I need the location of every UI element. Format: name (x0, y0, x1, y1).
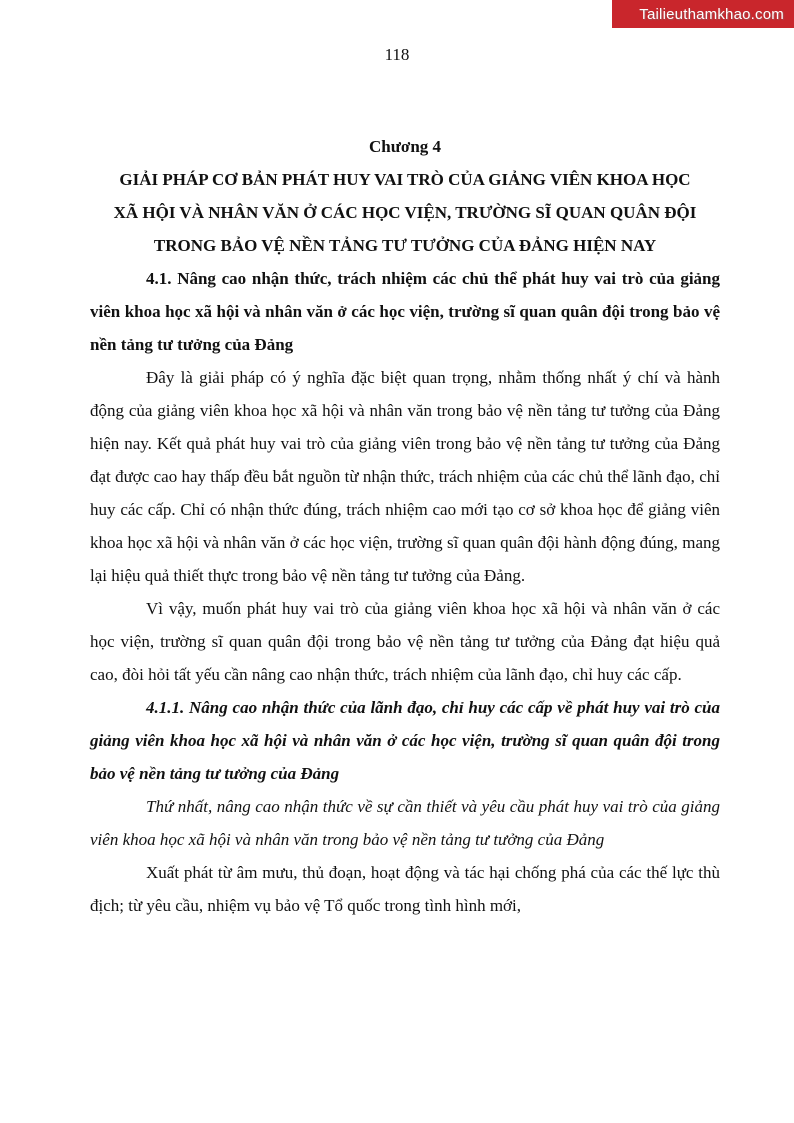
chapter-label: Chương 4 (368, 137, 442, 156)
watermark-text: Tailieuthamkhao.com (639, 5, 784, 23)
section-heading-4-1-1: 4.1.1. Nâng cao nhận thức của lãnh đạo, chỉ huy các cấp về phát huy vai trò của giảng viên khoa học xã hội và nhân văn ở các học viện, trường sĩ quan quân đội trong bảo vệ nền tảng tư tưởng của Đảng (90, 698, 720, 783)
chapter-title-line-3: TRONG BẢO VỆ NỀN TẢNG TƯ TƯỞNG CỦA ĐẢNG HIỆN NAY (153, 236, 657, 255)
paragraph-4: Xuất phát từ âm mưu, thủ đoạn, hoạt động và tác hại chống phá của các thế lực thù địch; từ yêu cầu, nhiệm vụ bảo vệ Tổ quốc trong tình hình mới, (90, 863, 720, 915)
chapter-title-line-2: XÃ HỘI VÀ NHÂN VĂN Ở CÁC HỌC VIỆN, TRƯỜNG SĨ QUAN QUÂN ĐỘI (113, 203, 697, 222)
section-heading-4-1: 4.1. Nâng cao nhận thức, trách nhiệm các chủ thể phát huy vai trò của giảng viên khoa học xã hội và nhân văn ở các học viện, trường sĩ quan quân đội trong bảo vệ nền tảng tư tưởng của Đảng (90, 269, 720, 354)
page-content (90, 130, 720, 922)
chapter-title-line-1: GIẢI PHÁP CƠ BẢN PHÁT HUY VAI TRÒ CỦA GIẢNG VIÊN KHOA HỌC (119, 170, 691, 189)
page-number: 118 (384, 45, 410, 64)
watermark-badge (612, 0, 794, 28)
paragraph-1: Đây là giải pháp có ý nghĩa đặc biệt quan trọng, nhằm thống nhất ý chí và hành động của giảng viên khoa học xã hội và nhân văn trong bảo vệ nền tảng tư tưởng của Đảng hiện nay. Kết quả phát huy vai trò của giảng viên trong bảo vệ nền tảng tư tưởng của Đảng đạt được cao hay thấp đều bắt nguồn từ nhận thức, trách nhiệm của các chủ thể lãnh đạo, chỉ huy các cấp. Chỉ có nhận thức đúng, trách nhiệm cao mới tạo cơ sở khoa học để giảng viên khoa học xã hội và nhân văn ở các học viện, trường sĩ quan quân đội hành động đúng, mang lại hiệu quả thiết thực trong bảo vệ nền tảng tư tưởng của Đảng. (90, 368, 720, 585)
paragraph-2: Vì vậy, muốn phát huy vai trò của giảng viên khoa học xã hội và nhân văn ở các học viện, trường sĩ quan quân đội trong bảo vệ nền tảng tư tưởng của Đảng đạt hiệu quả cao, đòi hỏi tất yếu cần nâng cao nhận thức, trách nhiệm của lãnh đạo, chỉ huy các cấp. (90, 599, 720, 684)
paragraph-3: Thứ nhất, nâng cao nhận thức về sự cần thiết và yêu cầu phát huy vai trò của giảng viên khoa học xã hội và nhân văn trong bảo vệ nền tảng tư tưởng của Đảng (90, 797, 720, 849)
